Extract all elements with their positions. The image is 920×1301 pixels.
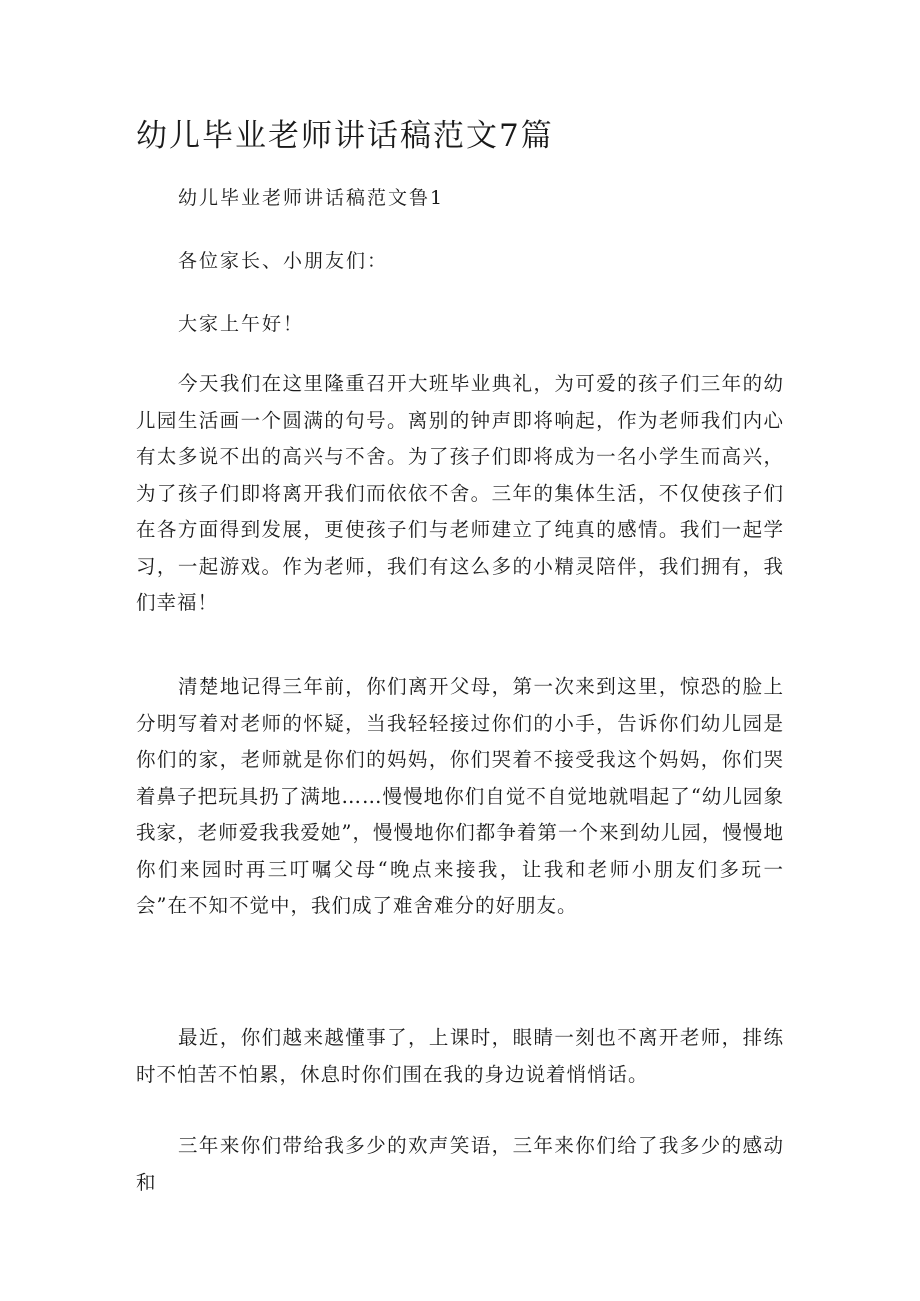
document-title: 幼儿毕业老师讲话稿范文7篇: [136, 118, 554, 154]
body-paragraph-4: 三年来你们带给我多少的欢声笑语，三年来你们给了我多少的感动和: [136, 1134, 784, 1194]
body-paragraph-1: 今天我们在这里隆重召开大班毕业典礼，为可爱的孩子们三年的幼儿园生活画一个圆满的句号。离别的钟声即将响起，作为老师我们内心有太多说不出的高兴与不舍。为了孩子们即将成为一名小学生而高兴，为了孩子们即将离开我们而依依不舍。三年的集体生活，不仅使孩子们在各方面得到发展，更使孩子们与老师建立了纯真的感情。我们一起学习，一起游戏。作为老师，我们有这么多的小精灵陪伴，我们拥有，我们幸福！: [136, 372, 784, 614]
body-paragraph-3: 最近，你们越来越懂事了，上课时，眼睛一刻也不离开老师，排练时不怕苦不怕累，休息时你们围在我的身边说着悄悄话。: [136, 1026, 784, 1086]
section-heading: 幼儿毕业老师讲话稿范文鲁1: [178, 187, 445, 209]
salutation: 各位家长、小朋友们：: [178, 250, 389, 272]
greeting: 大家上午好！: [178, 313, 305, 335]
body-paragraph-2: 清楚地记得三年前，你们离开父母，第一次来到这里，惊恐的脸上分明写着对老师的怀疑，当我轻轻接过你们的小手，告诉你们幼儿园是你们的家，老师就是你们的妈妈，你们哭着不接受我这个妈妈，你们哭着鼻子把玩具扔了满地……慢慢地你们自觉不自觉地就唱起了“幼儿园象我家，老师爱我我爱她”，慢慢地你们都争着第一个来到幼儿园，慢慢地你们来园时再三叮嘱父母“晚点来接我，让我和老师小朋友们多玩一会”在不知不觉中，我们成了难舍难分的好朋友。: [136, 675, 784, 917]
